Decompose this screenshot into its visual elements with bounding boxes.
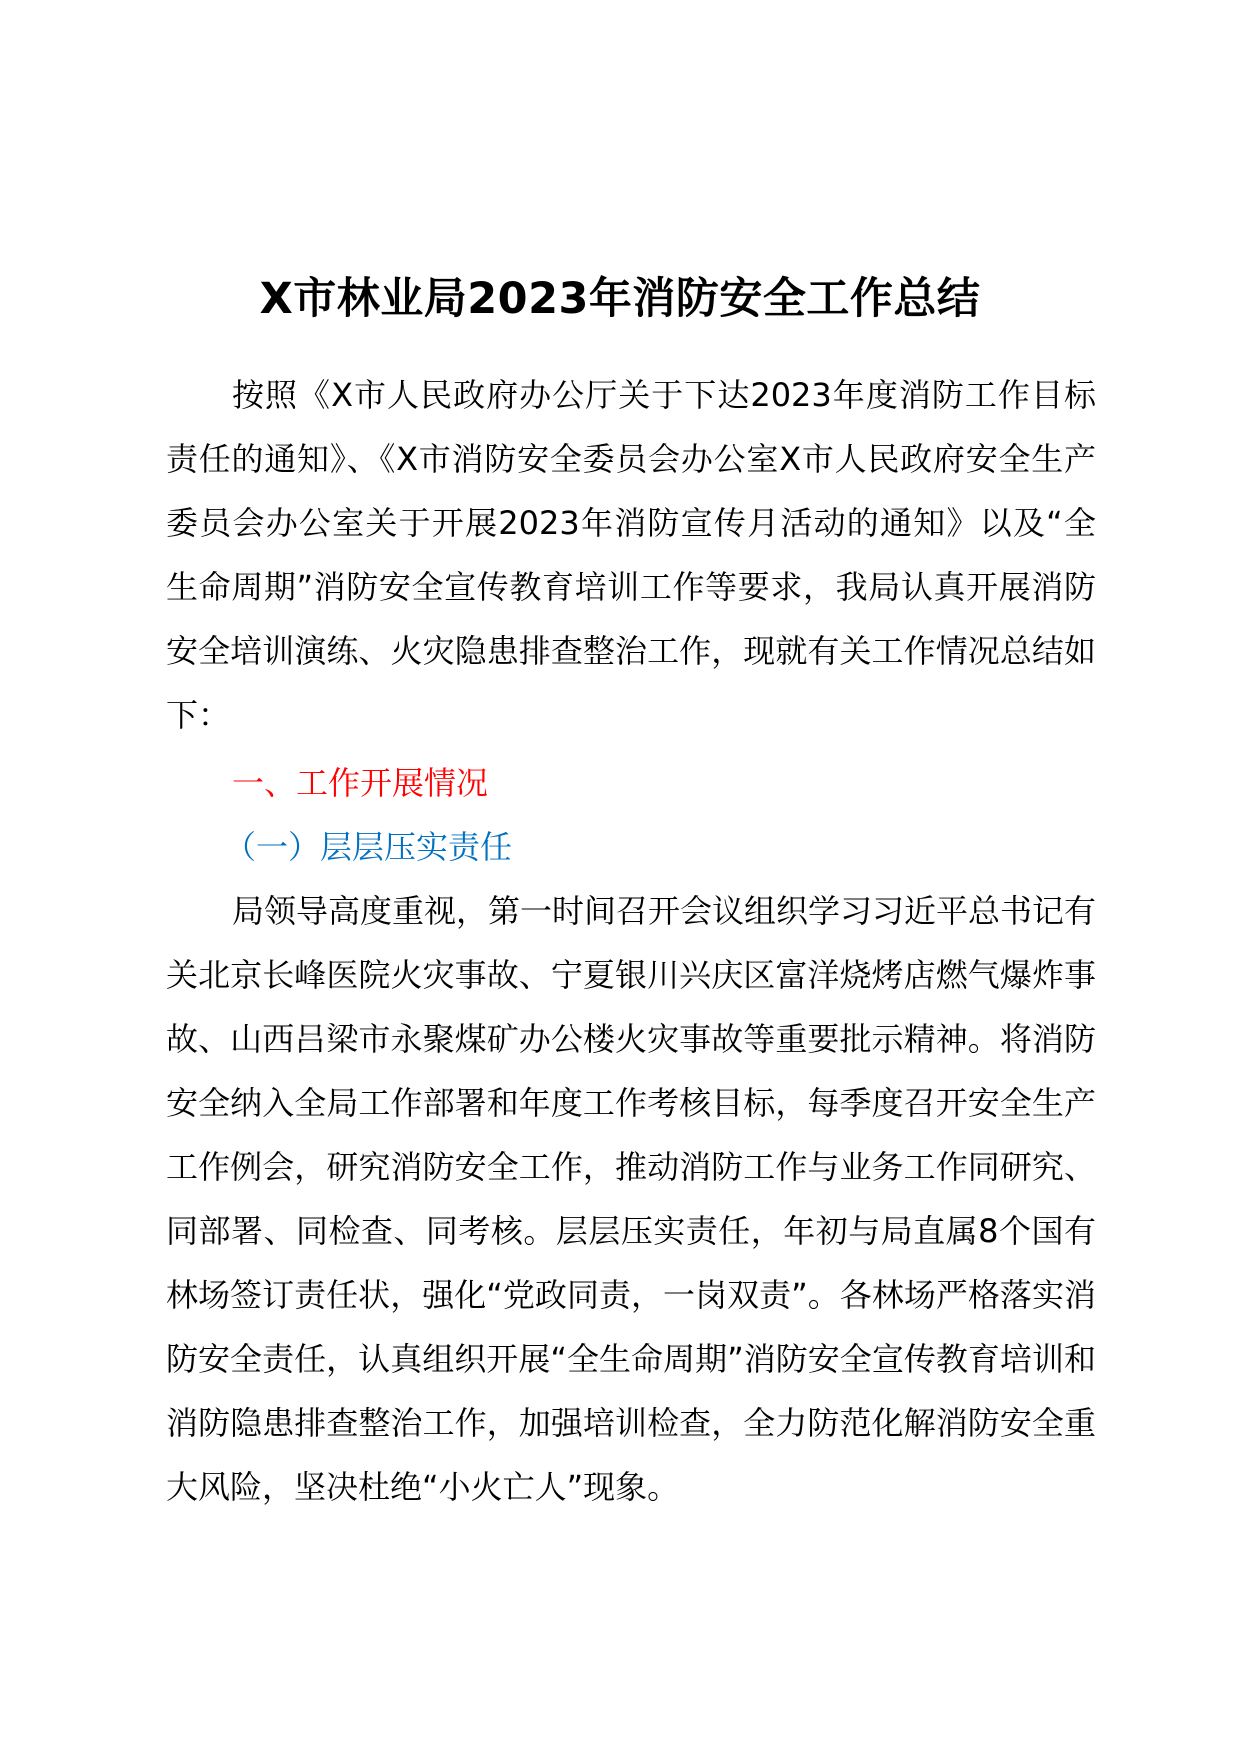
intro-paragraph: 按照《X市人民政府办公厅关于下达2023年度消防工作目标责任的通知》、《X市消防安全委员会办公室X市人民政府安全生产委员会办公室关于开展2023年消防宣传月活动的通知》以及“全生命周期”消防安全宣传教育培训工作等要求，我局认真开展消防安全培训演练、火灾隐患排查整治工作，现就有关工作情况总结如下： xyxy=(166,376,1096,734)
subsection-heading-responsibility: （一）层层压实责任 xyxy=(224,828,513,866)
responsibility-paragraph: 局领导高度重视，第一时间召开会议组织学习习近平总书记有关北京长峰医院火灾事故、宁夏银川兴庆区富洋烧烤店燃气爆炸事故、山西吕梁市永聚煤矿办公楼火灾事故等重要批示精神。将消防安全纳入全局工作部署和年度工作考核目标，每季度召开安全生产工作例会，研究消防安全工作，推动消防工作与业务工作同研究、同部署、同检查、同考核。层层压实责任，年初与局直属8个国有林场签订责任状，强化“党政同责，一岗双责”。各林场严格落实消防安全责任，认真组织开展“全生命周期”消防安全宣传教育培训和消防隐患排查整治工作，加强培训检查，全力防范化解消防安全重大风险，坚决杜绝“小火亡人”现象。 xyxy=(166,892,1097,1506)
section-heading-work-progress: 一、工作开展情况 xyxy=(232,764,489,802)
document-title: X市林业局2023年消防安全工作总结 xyxy=(259,274,981,324)
